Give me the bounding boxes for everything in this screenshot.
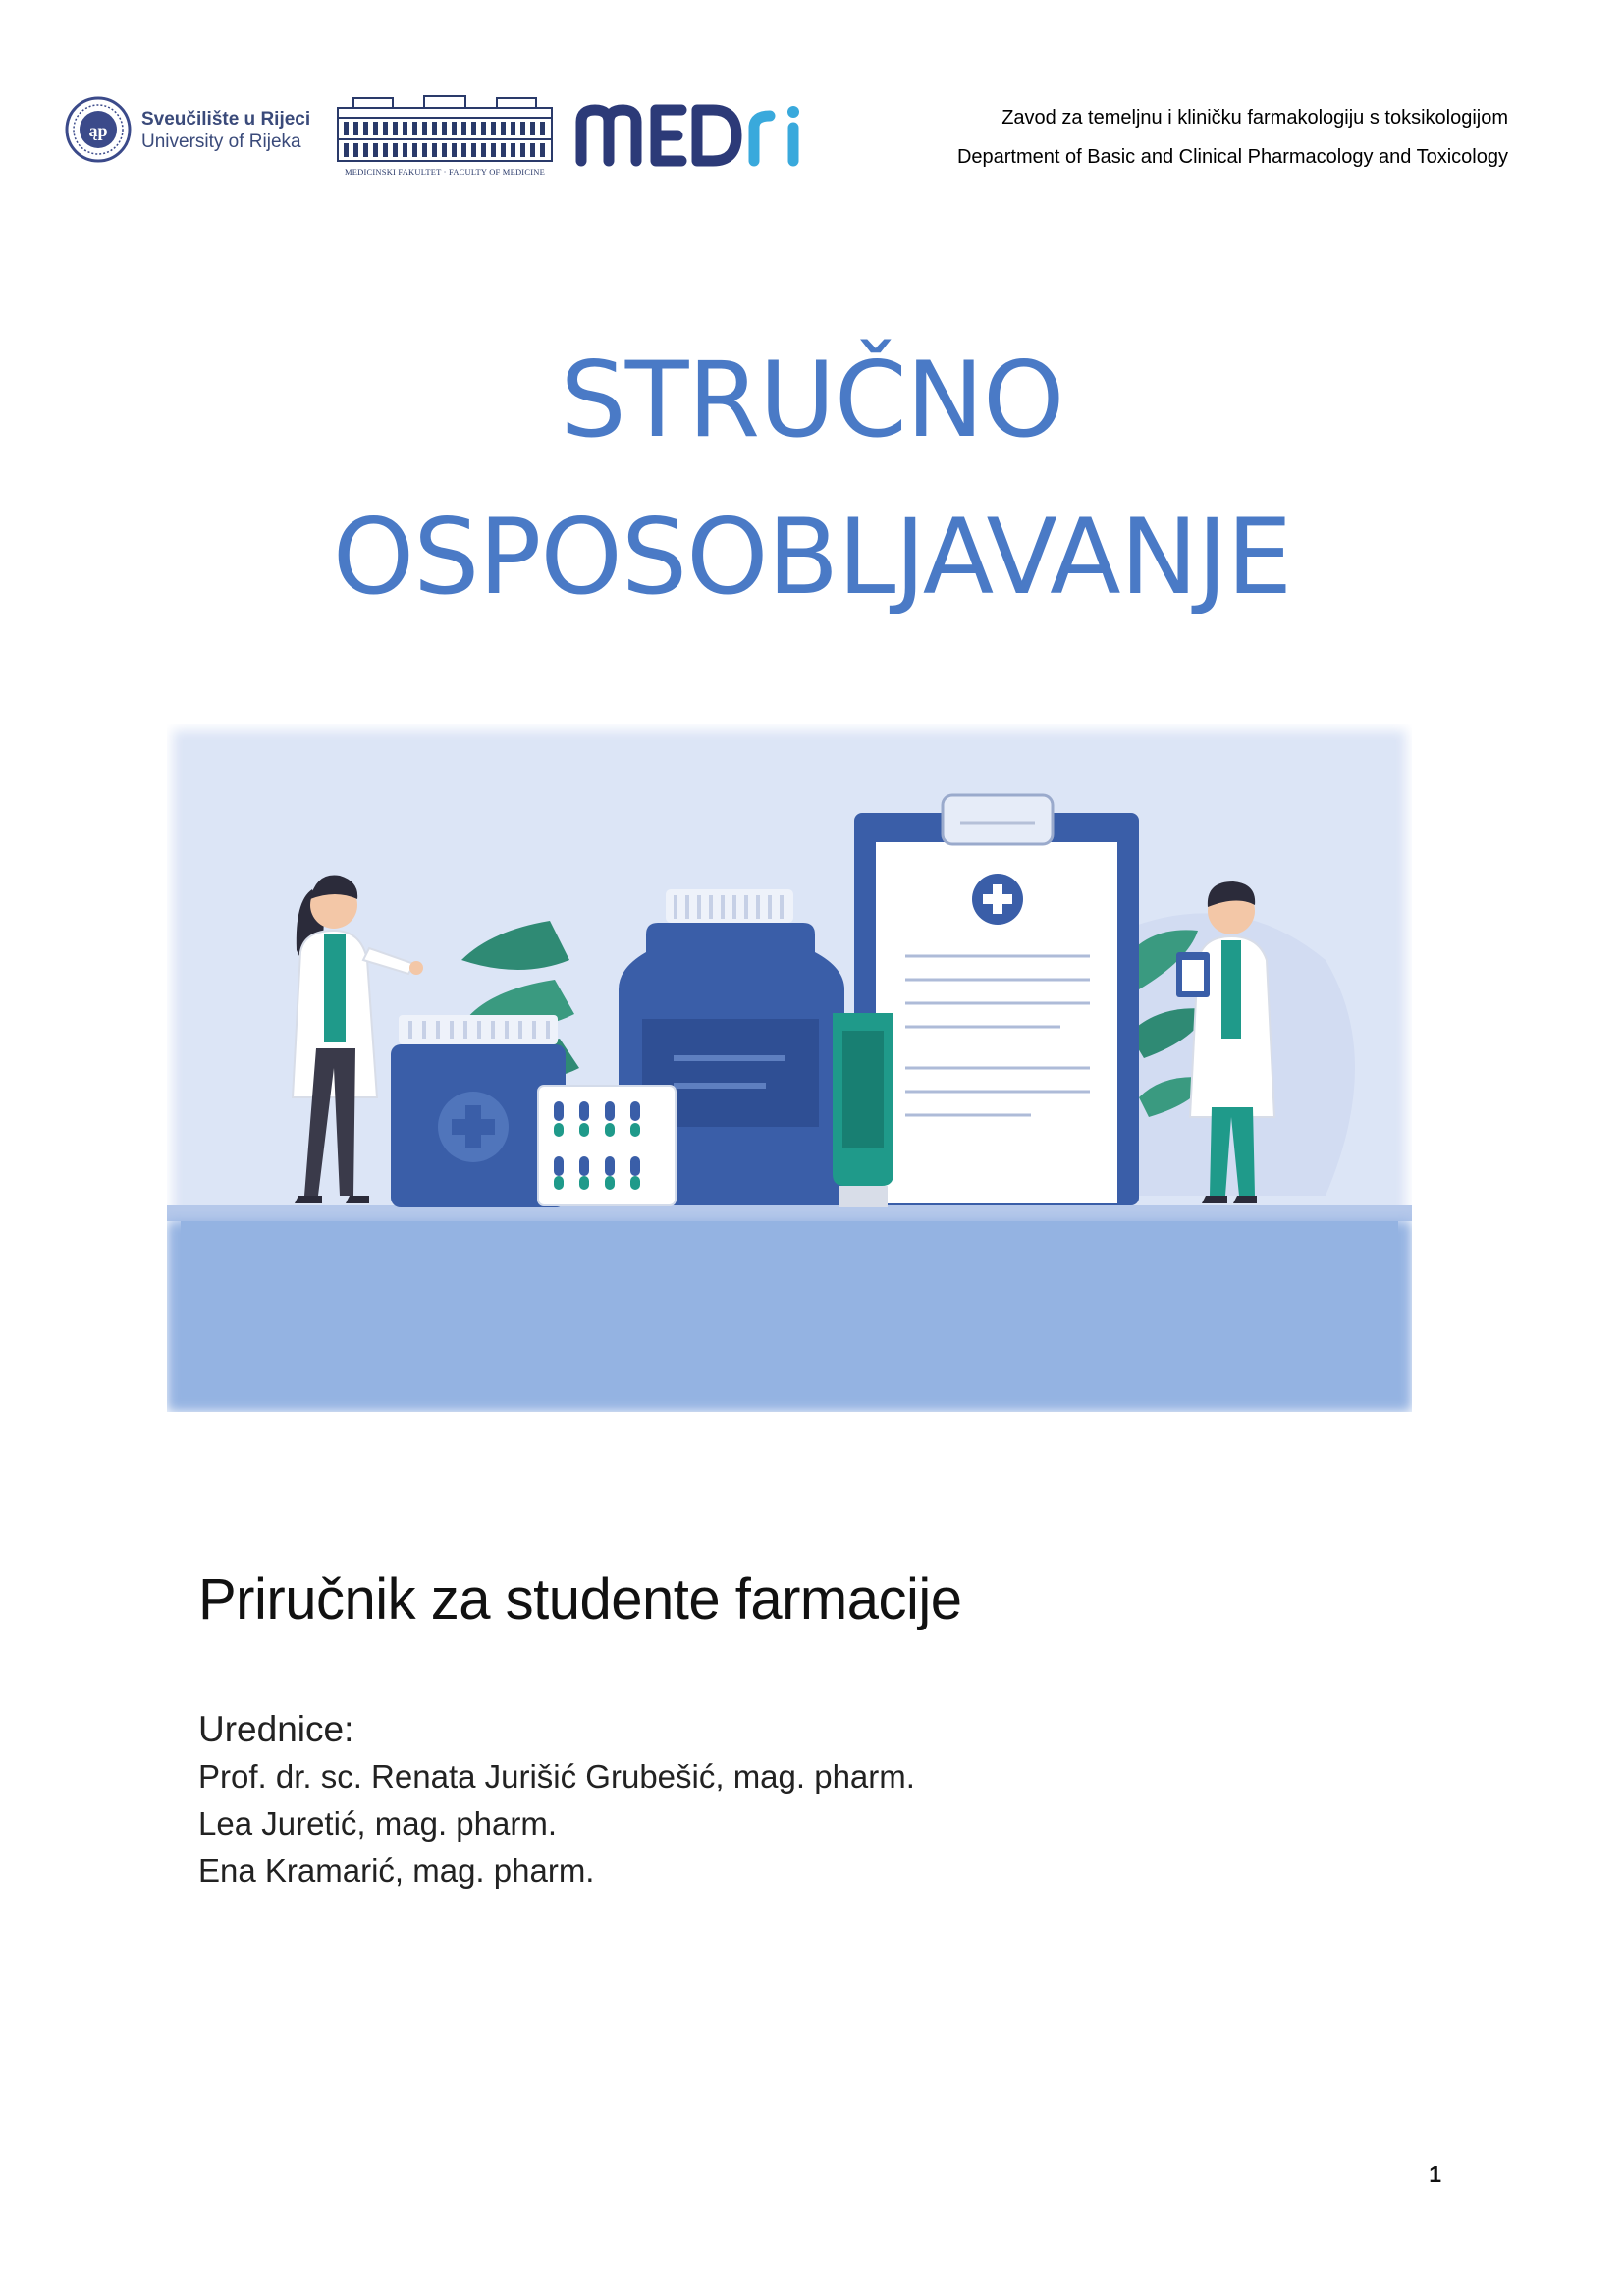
department-name (957, 98, 1508, 177)
document-subtitle: Priručnik za studente farmacije (198, 1568, 962, 1631)
title-line-1: STRUČNO (560, 340, 1064, 460)
department-name-en: Department of Basic and Clinical Pharmacology and Toxicology (956, 146, 1508, 168)
editor-name: Lea Juretić, mag. pharm. (198, 1805, 557, 1842)
faculty-building-icon (334, 94, 556, 165)
pill-blister-icon (538, 1086, 676, 1205)
page-title (0, 322, 1624, 636)
medri-logo (571, 94, 812, 173)
university-name-hr: Sveučilište u Rijeci (141, 109, 311, 130)
faculty-logo (334, 94, 556, 181)
university-name-en: University of Rijeka (141, 132, 301, 152)
svg-text:ąp: ąp (88, 121, 108, 140)
page-number: 1 (1429, 2162, 1441, 2187)
medri-wordmark-icon (571, 94, 812, 173)
title-line-2: OSPOSOBLJAVANJE (332, 497, 1292, 617)
university-of-rijeka-seal-icon (65, 96, 132, 163)
ointment-tube-icon (833, 1013, 893, 1207)
editor-name: Ena Kramarić, mag. pharm. (198, 1852, 595, 1889)
editors-heading: Urednice: (198, 1709, 354, 1749)
faculty-caption: MEDICINSKI FAKULTET · FACULTY OF MEDICINE (345, 167, 545, 177)
university-logo (65, 96, 330, 167)
editor-name: Prof. dr. sc. Renata Jurišić Grubešić, mag. pharm. (198, 1758, 915, 1794)
pharmacy-illustration (167, 724, 1412, 1412)
page-header (0, 0, 1624, 196)
department-name-hr: Zavod za temeljnu i kliničku farmakologiju s toksikologijom (1001, 107, 1508, 129)
editors-block (198, 1706, 915, 1895)
pharmacy-illustration-svg (167, 724, 1412, 1412)
clipboard-icon (854, 795, 1139, 1205)
